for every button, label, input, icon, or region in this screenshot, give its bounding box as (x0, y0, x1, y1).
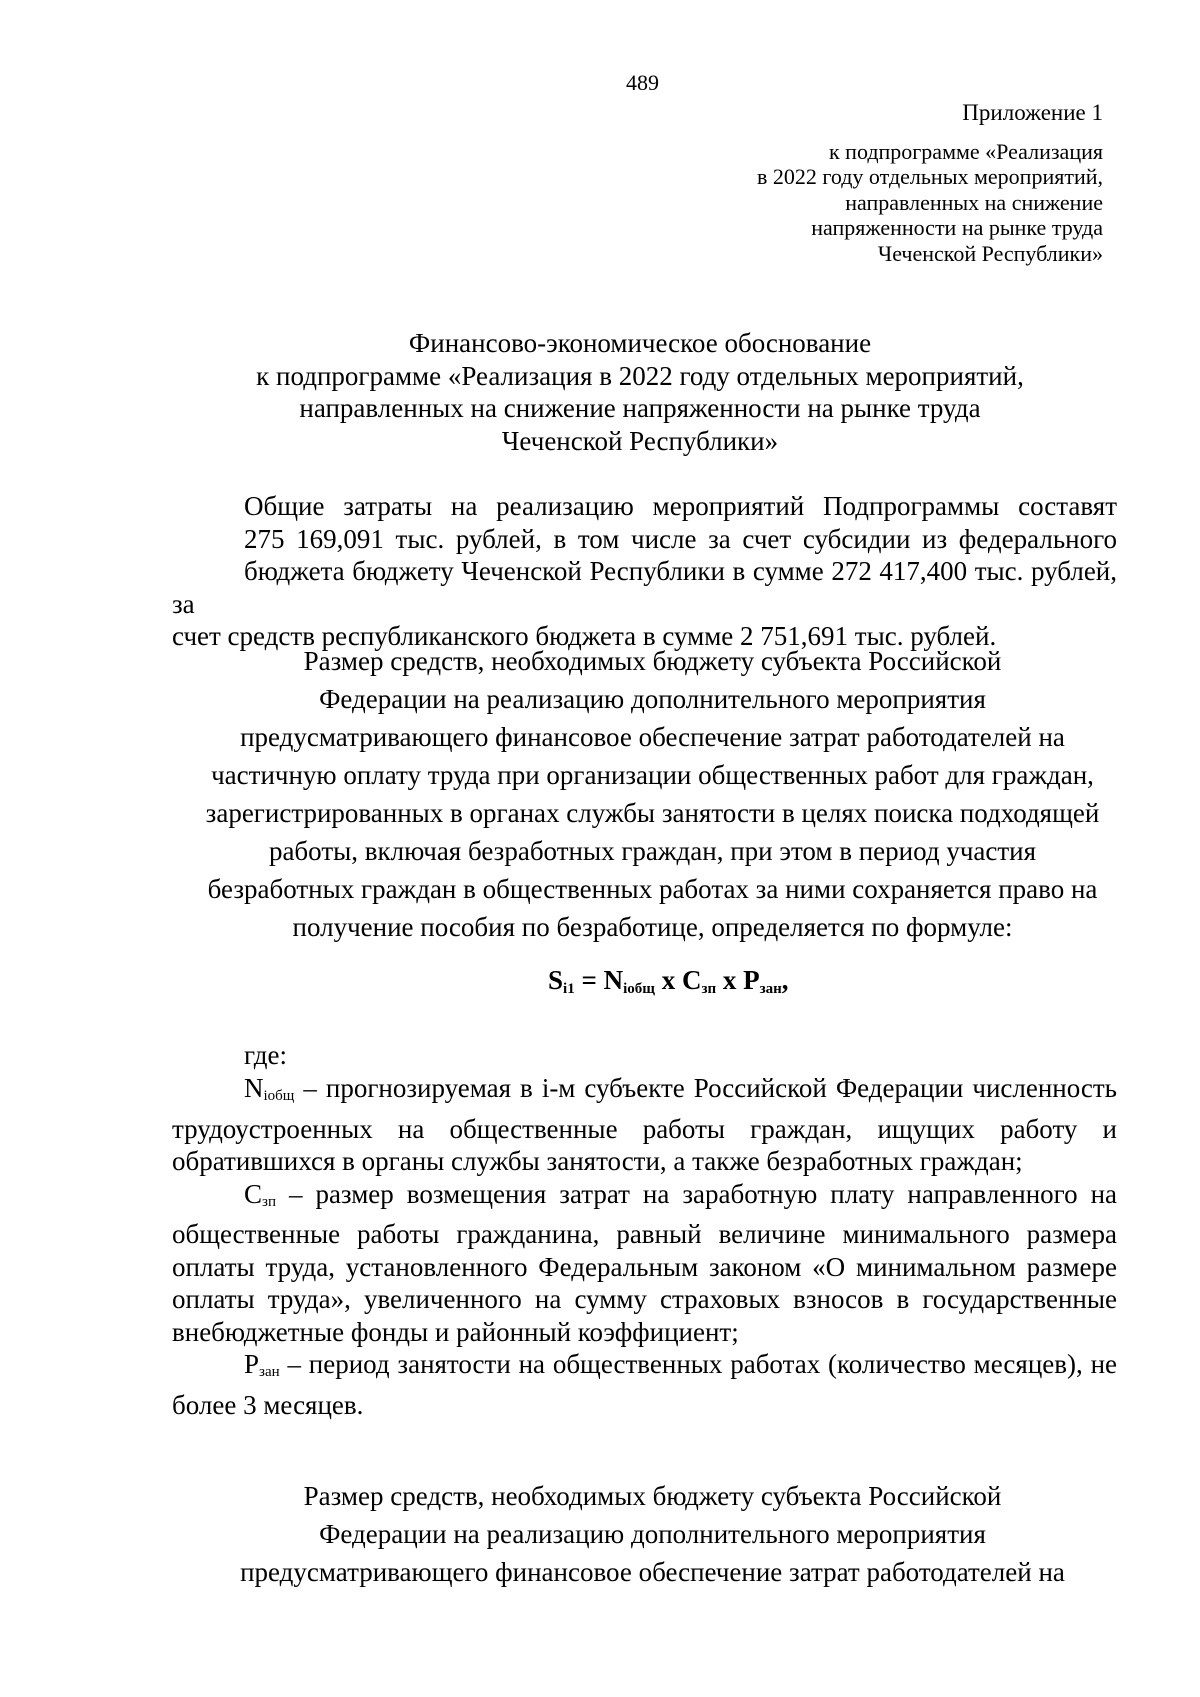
definition-symbol-n (244, 1073, 294, 1103)
title-line: Финансово-экономическое обоснование (408, 328, 872, 358)
section-heading-second (165, 1477, 1140, 1591)
definition-line: численность трудоустроенных на общественные работы граждан, ищущих (172, 1073, 1117, 1144)
symbol-sub: iобщ (263, 1088, 295, 1104)
appendix-header (583, 100, 1103, 266)
formula-c-sub: зп (701, 981, 717, 997)
formula-s-sub: i1 (563, 981, 575, 997)
definition-line: оплаты труда, установленного Федеральным законом «О минимальном (172, 1251, 1016, 1282)
definition-text: – период занятости на общественных работах (количество месяцев), (279, 1349, 1083, 1379)
definition-p (172, 1348, 1117, 1421)
section-line: работы, включая безработных граждан, при этом в период участия (268, 836, 1037, 866)
definition-line: граждан; (919, 1146, 1023, 1176)
definition-line: размере оплаты труда», увеличенного на сумму страховых взносов в (172, 1251, 1117, 1314)
section-line: зарегистрированных в органах службы занятости в целях поиска подходящей (205, 798, 1100, 828)
symbol-letter: C (244, 1178, 263, 1209)
section-line: получение пособия по безработице, определяется по формуле: (292, 912, 1013, 942)
appendix-title: Приложение 1 (962, 100, 1103, 125)
section-line: частичную оплату труда при организации общественных работ для граждан, (211, 760, 1094, 790)
formula-tail: , (781, 965, 789, 995)
appendix-line: Чеченской Республики» (877, 240, 1103, 266)
definition-line (244, 1179, 1117, 1209)
definition-n (172, 1072, 1117, 1178)
definition-text: – прогнозируемая в i-м субъекте Российской Федерации (294, 1073, 964, 1103)
definition-line (244, 1073, 963, 1103)
document-title (150, 327, 1130, 457)
appendix-line: направленных на снижение (845, 189, 1103, 215)
formula-x2: x (716, 965, 744, 995)
definition-line: работу и обратившихся в органы службы занятости, а также безработных (172, 1113, 1117, 1176)
intro-line: Общие затраты на реализацию мероприятий Подпрограммы составят (244, 491, 1117, 521)
definition-text: – размер возмещения затрат на заработную плату направленного на (275, 1178, 1117, 1209)
appendix-line: в 2022 году отдельных мероприятий, (757, 164, 1103, 189)
formula-n: N (603, 965, 624, 995)
definition-line (244, 1349, 1083, 1379)
section-line: предусматривающего финансовое обеспечение затрат работодателей на (240, 722, 1065, 752)
definition-line: общественные работы гражданина, равный величине минимального размера (172, 1219, 1117, 1249)
intro-paragraph (172, 490, 1117, 653)
definition-c (172, 1178, 1117, 1349)
symbol-sub: зан (259, 1364, 280, 1380)
appendix-line: напряженности на рынке труда (811, 215, 1103, 240)
definition-line: не более 3 месяцев. (172, 1349, 1118, 1420)
symbol-letter: P (244, 1349, 260, 1379)
symbol-letter: N (244, 1073, 264, 1103)
intro-line: 275 169,091 тыс. рублей, в том числе за счет субсидии из федерального (244, 523, 1117, 554)
title-line: к подпрограмме «Реализация в 2022 году отдельных мероприятий, (256, 360, 1024, 391)
symbol-sub: зп (262, 1193, 276, 1210)
formula-p-sub: зан (759, 981, 782, 997)
formula-n-sub: iобщ (623, 981, 655, 997)
page-number: 489 (626, 70, 659, 95)
definition-line: государственные внебюджетные фонды и районный коэффициент; (172, 1284, 1117, 1347)
appendix-line: к подпрограмме «Реализация (828, 138, 1103, 164)
intro-line: бюджета бюджету Чеченской Республики в сумме 272 417,400 тыс. рублей, за (172, 556, 1117, 619)
formula-c: C (681, 965, 702, 995)
formula-eq: = (574, 965, 604, 995)
section-line: безработных граждан в общественных работах за ними сохраняется право на (207, 874, 1098, 904)
intro-line: счет средств республиканского бюджета в сумме 2 751,691 тыс. рублей. (172, 621, 997, 651)
section-heading-public-works (165, 642, 1140, 946)
definition-symbol-c (244, 1179, 276, 1209)
section-line: Федерации на реализацию дополнительного мероприятия (319, 1519, 986, 1549)
section-line: Размер средств, необходимых бюджету субъекта Российской (303, 1481, 1002, 1511)
formula (548, 965, 789, 998)
section-line: предусматривающего финансовое обеспечение затрат работодателей на (240, 1557, 1065, 1587)
formula-p: P (743, 965, 760, 995)
definitions (172, 1072, 1117, 1421)
title-line: Чеченской Республики» (501, 425, 779, 456)
section-line: Размер средств, необходимых бюджету субъекта Российской (303, 646, 1002, 676)
section-line: Федерации на реализацию дополнительного мероприятия (319, 684, 986, 714)
where-label: где: (244, 1040, 287, 1070)
title-line: направленных на снижение напряженности на рынке труда (299, 393, 981, 423)
definition-symbol-p (244, 1349, 280, 1379)
formula-s: S (548, 965, 564, 995)
formula-x1: x (654, 965, 682, 995)
